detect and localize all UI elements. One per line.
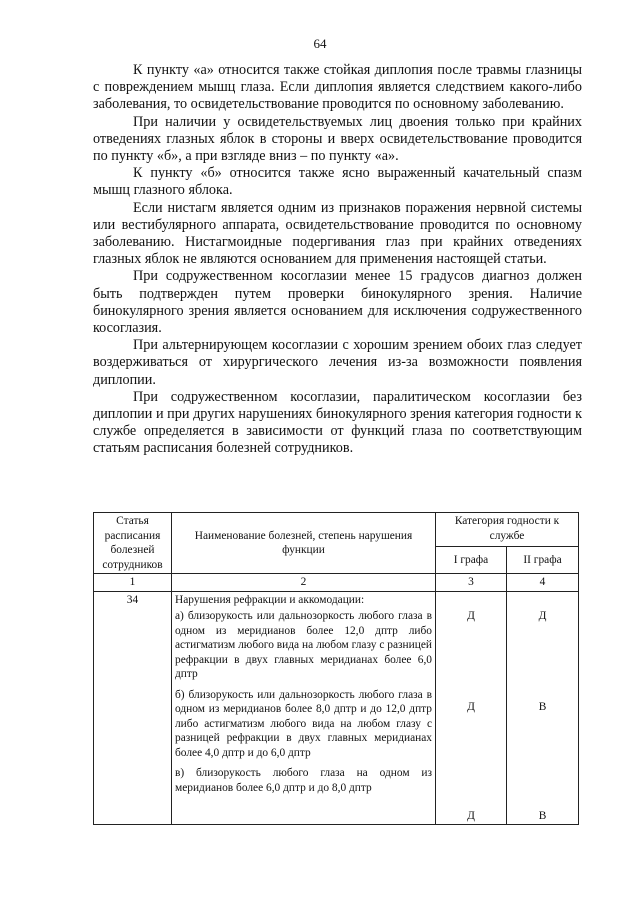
paragraph: При альтернирующем косоглазии с хорошим зрением обоих глаз следует воздерживаться от хирургического лечения из-за возможности появления диплопии. <box>93 337 582 388</box>
row-grade-col1 <box>436 591 507 825</box>
row-grade-col2 <box>507 591 579 825</box>
paragraph: При наличии у освидетельствуемых лиц двоения только при крайних отведениях глазных яблок в стороны и вверх освидетельствование проводится по пункту «б», а при взгляде вниз – по пункту «а». <box>93 113 582 165</box>
grade-value: В <box>538 809 547 822</box>
grade-value: Д <box>467 700 475 713</box>
row-item-text: в) близорукость любого глаза на одном из меридианов более 6,0 дптр и до 8,0 дптр <box>175 767 432 794</box>
header-article: Статья расписания болезней сотрудников <box>94 513 172 574</box>
paragraph: Если нистагм является одним из признаков поражения нервной системы или вестибулярного аппарата, освидетельствование проводится по основному заболеванию. Нистагмоидные подергивания глаз при крайних отведениях глазных яблок не являются основанием для применения настоящей статьи. <box>93 199 582 268</box>
header-col1: I графа <box>436 546 507 573</box>
header-name: Наименование болезней, степень нарушения функции <box>172 513 436 574</box>
grade-value: Д <box>467 809 475 822</box>
diseases-table <box>93 512 579 825</box>
grade-value: В <box>538 700 547 713</box>
row-title: Нарушения рефракции и аккомодации: <box>175 593 365 606</box>
header-col2: II графа <box>507 546 579 573</box>
table-row <box>94 591 579 825</box>
row-item-text: б) близорукость или дальнозоркость любого глаза в одном из меридианов более 8,0 дптр и до 12,0 дптр либо астигматизм любого вида на любом глазу с разницей рефракции в двух главных меридианах более 4,0 дптр и до 6,0 дптр <box>175 688 432 759</box>
column-number: 1 <box>94 574 172 592</box>
body-text <box>93 62 582 458</box>
column-number: 4 <box>507 574 579 592</box>
column-number: 3 <box>436 574 507 592</box>
page-number: 64 <box>313 36 327 51</box>
column-numbers-row <box>94 574 579 592</box>
grade-value: Д <box>538 609 547 622</box>
row-description <box>172 591 436 825</box>
row-article: 34 <box>94 591 172 825</box>
header-category: Категория годности к службе <box>436 513 579 547</box>
paragraph: При содружественном косоглазии менее 15 градусов диагноз должен быть подтвержден путем проверки бинокулярного зрения. Наличие бинокулярного зрения является основанием для исключения содружественного косоглазия. <box>93 268 582 337</box>
row-item-text: а) близорукость или дальнозоркость любого глаза в одном из меридианов более 12,0 дптр либо астигматизм любого вида на любом глазу с разницей рефракции в двух главных меридианах более 6,0 дптр <box>175 610 432 680</box>
paragraph: К пункту «а» относится также стойкая диплопия после травмы глазницы с повреждением мышц глаза. Если диплопия является следствием какого-либо заболевания, то освидетельствование проводится по основному заболеванию. <box>93 62 582 113</box>
paragraph: К пункту «б» относится также ясно выраженный качательный спазм мышц глазного яблока. <box>93 165 582 199</box>
column-number: 2 <box>172 574 436 592</box>
grade-value: Д <box>467 609 475 622</box>
paragraph: При содружественном косоглазии, паралитическом косоглазии без диплопии и при других нарушениях бинокулярного зрения категория годности к службе определяется в зависимости от функций глаза по соответствующим статьям расписания болезней сотрудников. <box>93 388 582 457</box>
